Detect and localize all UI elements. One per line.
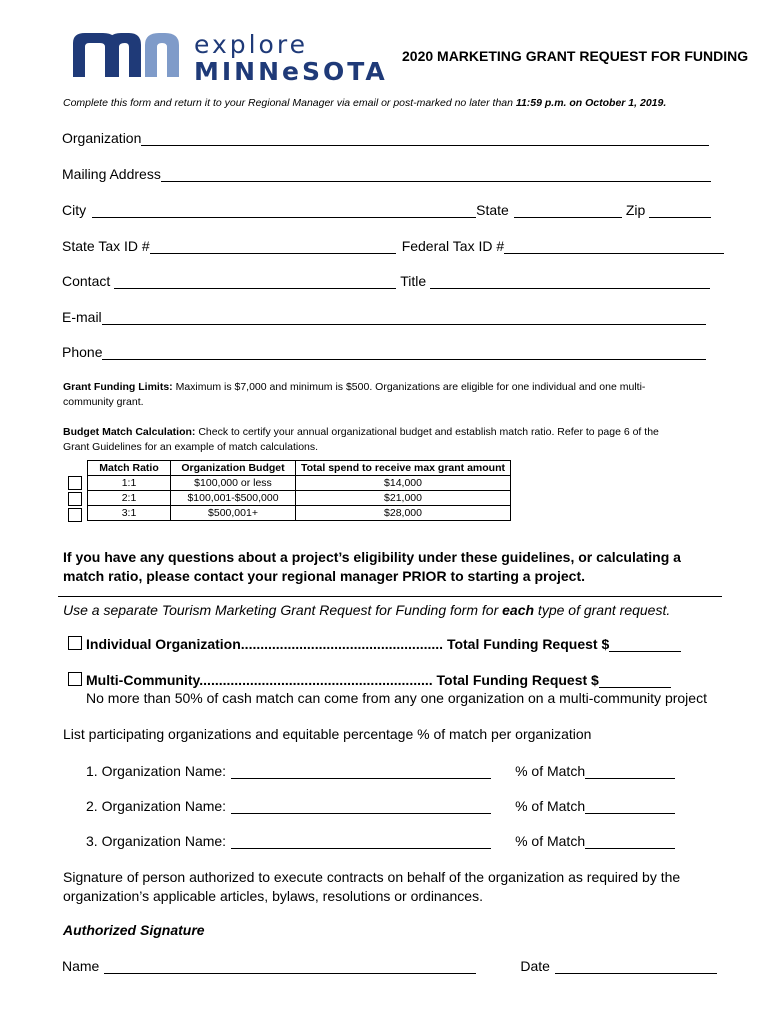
explore-minnesota-logo-icon (73, 33, 179, 77)
email-row (62, 307, 706, 325)
separate-form-bold: each (502, 602, 535, 618)
tax-id-row (62, 236, 724, 254)
logo-text-explore: explore (194, 30, 308, 59)
email-label: E-mail (62, 309, 102, 325)
org2-name-input[interactable] (231, 799, 491, 814)
org2-label: 2. Organization Name: (86, 798, 227, 814)
date-label: Date (520, 958, 550, 974)
authorized-signature-heading: Authorized Signature (63, 922, 205, 938)
table-cell: 1:1 (88, 476, 171, 491)
signature-row (62, 956, 717, 974)
city-row (62, 200, 711, 218)
org1-pct-label: % of Match (515, 763, 586, 779)
multi-community-checkbox[interactable] (68, 672, 82, 686)
budget-match-label: Budget Match Calculation: (63, 426, 196, 438)
contact-row (62, 271, 710, 289)
individual-request-amount-input[interactable] (609, 637, 681, 652)
title-label: Title (400, 273, 427, 289)
grant-limits-label: Grant Funding Limits: (63, 381, 173, 393)
individual-request-label: Individual Organization.................................................... Total Funding Request $ (86, 636, 610, 652)
individual-request-row (68, 636, 681, 652)
org2-pct-label: % of Match (515, 798, 586, 814)
match-2-1-checkbox[interactable] (68, 492, 82, 506)
instructions (63, 97, 666, 109)
signature-statement: Signature of person authorized to execute contracts on behalf of the organization as required by the organization’s applicable articles, bylaws, resolutions or ordinances. (63, 869, 681, 904)
org3-pct-label: % of Match (515, 833, 586, 849)
header-organization-budget: Organization Budget (171, 461, 296, 476)
org1-label: 1. Organization Name: (86, 763, 227, 779)
federal-tax-id-input[interactable] (504, 239, 724, 254)
section-divider (58, 596, 722, 597)
name-label: Name (62, 958, 100, 974)
table-cell: $500,001+ (171, 506, 296, 521)
separate-form-before: Use a separate Tourism Marketing Grant Request for Funding form for (63, 602, 503, 618)
state-label: State (476, 202, 509, 218)
budget-match-text: Check to certify your annual organizational budget and establish match ratio. Refer to page 6 of the Grant Guidelines for an example of match calculations. (63, 426, 659, 453)
org-row-2 (86, 796, 675, 814)
contact-label: Contact (62, 273, 111, 289)
individual-organization-checkbox[interactable] (68, 636, 82, 650)
match-table (87, 460, 511, 521)
match-1-1-checkbox[interactable] (68, 476, 82, 490)
name-input[interactable] (104, 959, 476, 974)
org1-pct-input[interactable] (585, 764, 675, 779)
logo-text-minnesota: MINNeSOTA (194, 57, 388, 86)
email-input[interactable] (102, 310, 706, 325)
org2-pct-input[interactable] (585, 799, 675, 814)
mailing-address-input[interactable] (161, 167, 711, 182)
title-input[interactable] (430, 274, 710, 289)
mailing-address-row (62, 164, 711, 182)
zip-label: Zip (625, 202, 646, 218)
org3-pct-input[interactable] (585, 834, 675, 849)
phone-label: Phone (62, 344, 103, 360)
table-cell: $14,000 (296, 476, 511, 491)
separate-form-after: type of grant request. (534, 602, 671, 618)
table-cell: $100,001-$500,000 (171, 491, 296, 506)
federal-tax-id-label: Federal Tax ID # (401, 238, 505, 254)
match-table-header (88, 461, 511, 476)
questions-notice: If you have any questions about a project’s eligibility under these guidelines, or calculating a match ratio, please contact your regional manager PRIOR to starting a project. (63, 549, 681, 584)
date-input[interactable] (555, 959, 717, 974)
form-title: 2020 MARKETING GRANT REQUEST FOR FUNDING (402, 48, 749, 64)
table-row (88, 506, 511, 521)
org-row-3 (86, 831, 675, 849)
state-tax-id-label: State Tax ID # (62, 238, 150, 254)
match-3-1-checkbox[interactable] (68, 508, 82, 522)
phone-row (62, 342, 706, 360)
city-label: City (62, 202, 87, 218)
header-match-ratio: Match Ratio (88, 461, 171, 476)
grant-funding-limits (63, 380, 693, 410)
table-cell: $100,000 or less (171, 476, 296, 491)
table-cell: 3:1 (88, 506, 171, 521)
mailing-address-label: Mailing Address (62, 166, 161, 182)
organization-input[interactable] (141, 131, 709, 146)
state-input[interactable] (514, 203, 622, 218)
state-tax-id-input[interactable] (150, 239, 396, 254)
instructions-deadline: 11:59 p.m. on October 1, 2019. (515, 97, 667, 109)
contact-input[interactable] (114, 274, 396, 289)
organization-label: Organization (62, 130, 142, 146)
org1-name-input[interactable] (231, 764, 491, 779)
table-cell: $28,000 (296, 506, 511, 521)
org-row-1 (86, 761, 675, 779)
phone-input[interactable] (102, 345, 706, 360)
city-input[interactable] (92, 203, 476, 218)
grant-limits-text: Maximum is $7,000 and minimum is $500. Organizations are eligible for one individual and one multi-community grant. (63, 381, 646, 408)
separate-form-note (63, 602, 670, 618)
multi-community-amount-input[interactable] (599, 673, 671, 688)
table-cell: 2:1 (88, 491, 171, 506)
table-row (88, 476, 511, 491)
participating-intro: List participating organizations and equitable percentage % of match per organization (63, 726, 592, 742)
org3-label: 3. Organization Name: (86, 833, 227, 849)
multi-community-note: No more than 50% of cash match can come from any one organization on a multi-community project (86, 690, 707, 706)
table-cell: $21,000 (296, 491, 511, 506)
multi-community-request-row (68, 672, 671, 688)
budget-match-calculation (63, 425, 688, 455)
org3-name-input[interactable] (231, 834, 491, 849)
organization-row (62, 128, 709, 146)
header-total-spend: Total spend to receive max grant amount (296, 461, 511, 476)
table-row (88, 491, 511, 506)
instructions-text: Complete this form and return it to your Regional Manager via email or post-marked no later than (63, 97, 516, 109)
zip-input[interactable] (649, 203, 711, 218)
multi-community-request-label: Multi-Community............................................................ Total Funding Request $ (86, 672, 599, 688)
